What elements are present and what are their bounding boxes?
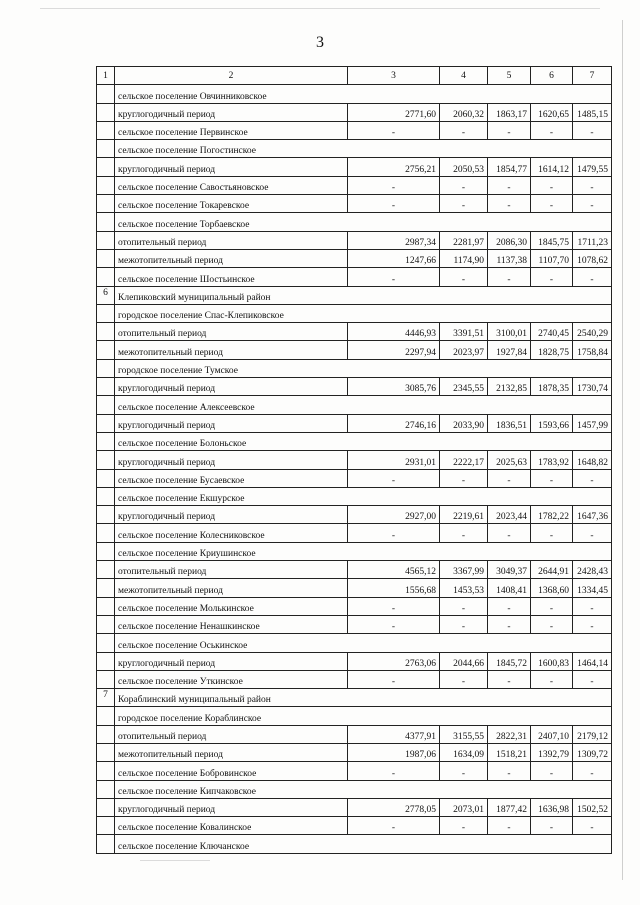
section-title: сельское поселение Овчинниковское [115, 85, 612, 103]
row-index: 7 [97, 689, 115, 707]
tariff-cell: 3155,55 [440, 725, 488, 743]
tariff-cell: - [531, 176, 573, 194]
tariff-cell: - [573, 524, 612, 542]
tariff-cell: - [573, 670, 612, 688]
tariff-cell: 3049,37 [488, 561, 531, 579]
row-index [97, 506, 115, 524]
column-header: 6 [531, 67, 573, 85]
tariff-cell: - [348, 762, 440, 780]
row-label: сельское поселение Первинское [115, 121, 348, 139]
section-title: городское поселение Кораблинское [115, 707, 612, 725]
table-row [97, 743, 612, 761]
tariff-cell: - [440, 762, 488, 780]
table-row [97, 176, 612, 194]
row-label: сельское поселение Савостьяновское [115, 176, 348, 194]
tariff-cell: 2179,12 [573, 725, 612, 743]
row-label: отопительный период [115, 725, 348, 743]
row-label: сельское поселение Шостьинское [115, 268, 348, 286]
tariff-cell: - [531, 524, 573, 542]
row-label: круглогодичный период [115, 506, 348, 524]
row-index [97, 396, 115, 414]
row-label: круглогодичный период [115, 378, 348, 396]
tariff-cell: - [573, 762, 612, 780]
tariff-cell: 2644,91 [531, 561, 573, 579]
tariff-cell: 2345,55 [440, 378, 488, 396]
column-header: 1 [97, 67, 115, 85]
tariff-cell: - [488, 615, 531, 633]
table-row [97, 249, 612, 267]
table-row [97, 762, 612, 780]
tariff-cell: - [488, 195, 531, 213]
row-index [97, 780, 115, 798]
tariff-cell: - [348, 268, 440, 286]
tariff-cell: 1392,79 [531, 743, 573, 761]
tariff-cell: 2073,01 [440, 798, 488, 816]
row-index [97, 85, 115, 103]
row-index [97, 103, 115, 121]
section-title-row [97, 85, 612, 103]
tariff-cell: 1518,21 [488, 743, 531, 761]
tariff-cell: - [488, 469, 531, 487]
row-index [97, 707, 115, 725]
tariff-cell: 1927,84 [488, 341, 531, 359]
row-label: межотопительный период [115, 341, 348, 359]
row-index [97, 542, 115, 560]
tariff-cell: 1368,60 [531, 579, 573, 597]
tariff-cell: 2297,94 [348, 341, 440, 359]
table-row [97, 798, 612, 816]
row-index [97, 195, 115, 213]
tariff-cell: - [348, 817, 440, 835]
section-title-row [97, 286, 612, 304]
row-index [97, 652, 115, 670]
row-index [97, 487, 115, 505]
tariff-cell: - [573, 615, 612, 633]
tariff-cell: - [488, 176, 531, 194]
table-row [97, 121, 612, 139]
tariff-cell: 2023,44 [488, 506, 531, 524]
tariff-cell: - [488, 762, 531, 780]
table-row [97, 817, 612, 835]
tariff-cell: 1782,22 [531, 506, 573, 524]
tariff-cell: - [348, 195, 440, 213]
row-label: сельское поселение Ненашкинское [115, 615, 348, 633]
tariff-cell: - [348, 176, 440, 194]
section-title: сельское поселение Погостинское [115, 140, 612, 158]
section-title-row [97, 140, 612, 158]
section-title: Клепиковский муниципальный район [115, 286, 612, 304]
section-title: городское поселение Тумское [115, 359, 612, 377]
table-row [97, 323, 612, 341]
table-row [97, 615, 612, 633]
row-index [97, 634, 115, 652]
row-index [97, 323, 115, 341]
section-title-row [97, 487, 612, 505]
section-title-row [97, 432, 612, 450]
tariff-cell: 2025,63 [488, 451, 531, 469]
scan-mark [140, 860, 210, 861]
table-row [97, 524, 612, 542]
tariff-cell: - [440, 817, 488, 835]
section-title-row [97, 359, 612, 377]
tariff-cell: 1758,84 [573, 341, 612, 359]
tariff-cell: 2044,66 [440, 652, 488, 670]
column-header: 7 [573, 67, 612, 85]
tariff-cell: 2756,21 [348, 158, 440, 176]
tariff-cell: - [440, 469, 488, 487]
section-title-row [97, 707, 612, 725]
section-title-row [97, 689, 612, 707]
tariff-cell: 1309,72 [573, 743, 612, 761]
row-label: межотопительный период [115, 743, 348, 761]
tariff-cell: 2778,05 [348, 798, 440, 816]
tariff-cell: 1636,98 [531, 798, 573, 816]
tariff-cell: 1137,38 [488, 249, 531, 267]
row-label: круглогодичный период [115, 652, 348, 670]
row-label: сельское поселение Ковалинское [115, 817, 348, 835]
tariff-cell: 1479,55 [573, 158, 612, 176]
tariff-cell: - [488, 268, 531, 286]
tariff-cell: 1620,65 [531, 103, 573, 121]
tariff-cell: - [440, 615, 488, 633]
tariff-cell: 1647,36 [573, 506, 612, 524]
table-row [97, 195, 612, 213]
tariff-cell: - [531, 469, 573, 487]
row-index: 6 [97, 286, 115, 304]
tariff-cell: 3085,76 [348, 378, 440, 396]
tariff-cell: 2540,29 [573, 323, 612, 341]
tariff-cell: 4377,91 [348, 725, 440, 743]
table-row [97, 725, 612, 743]
table-row [97, 670, 612, 688]
tariff-cell: - [348, 670, 440, 688]
tariff-table [96, 66, 612, 854]
table-row [97, 451, 612, 469]
tariff-cell: 2407,10 [531, 725, 573, 743]
row-index [97, 140, 115, 158]
table-row [97, 268, 612, 286]
tariff-cell: 1174,90 [440, 249, 488, 267]
tariff-cell: 2822,31 [488, 725, 531, 743]
tariff-cell: 1863,17 [488, 103, 531, 121]
section-title-row [97, 213, 612, 231]
table-header-row [97, 67, 612, 85]
tariff-cell: 2281,97 [440, 231, 488, 249]
row-index [97, 597, 115, 615]
row-index [97, 469, 115, 487]
section-title-row [97, 396, 612, 414]
tariff-cell: 1247,66 [348, 249, 440, 267]
row-index [97, 817, 115, 835]
table-row [97, 579, 612, 597]
tariff-cell: 1845,72 [488, 652, 531, 670]
section-title-row [97, 542, 612, 560]
tariff-cell: 1878,35 [531, 378, 573, 396]
table-row [97, 597, 612, 615]
row-label: круглогодичный период [115, 414, 348, 432]
tariff-cell: 3391,51 [440, 323, 488, 341]
tariff-cell: 2132,85 [488, 378, 531, 396]
tariff-cell: 1334,45 [573, 579, 612, 597]
tariff-cell: - [488, 670, 531, 688]
tariff-cell: - [573, 597, 612, 615]
tariff-cell: 1634,09 [440, 743, 488, 761]
tariff-cell: 2931,01 [348, 451, 440, 469]
tariff-cell: 2023,97 [440, 341, 488, 359]
row-label: круглогодичный период [115, 798, 348, 816]
row-index [97, 268, 115, 286]
scan-mark [622, 20, 623, 880]
tariff-cell: 1107,70 [531, 249, 573, 267]
tariff-cell: 3100,01 [488, 323, 531, 341]
row-index [97, 231, 115, 249]
row-label: сельское поселение Уткинское [115, 670, 348, 688]
column-header: 4 [440, 67, 488, 85]
page-number: 3 [316, 34, 324, 51]
tariff-cell: - [440, 195, 488, 213]
section-title: сельское поселение Торбаевское [115, 213, 612, 231]
row-label: межотопительный период [115, 249, 348, 267]
tariff-cell: - [488, 121, 531, 139]
section-title: сельское поселение Кипчаковское [115, 780, 612, 798]
row-index [97, 341, 115, 359]
row-index [97, 414, 115, 432]
section-title: сельское поселение Болоньское [115, 432, 612, 450]
table-row [97, 231, 612, 249]
tariff-cell: 2763,06 [348, 652, 440, 670]
tariff-cell: - [531, 615, 573, 633]
row-index [97, 304, 115, 322]
section-title-row [97, 835, 612, 853]
tariff-cell: - [488, 817, 531, 835]
table-row [97, 341, 612, 359]
tariff-cell: 1854,77 [488, 158, 531, 176]
row-label: круглогодичный период [115, 158, 348, 176]
tariff-cell: - [348, 597, 440, 615]
tariff-cell: 1845,75 [531, 231, 573, 249]
row-label: отопительный период [115, 561, 348, 579]
table-row [97, 378, 612, 396]
tariff-cell: - [573, 817, 612, 835]
row-label: круглогодичный период [115, 451, 348, 469]
row-label: сельское поселение Колесниковское [115, 524, 348, 542]
table-row [97, 103, 612, 121]
tariff-cell: 2219,61 [440, 506, 488, 524]
section-title: сельское поселение Алексеевское [115, 396, 612, 414]
row-index [97, 432, 115, 450]
row-index [97, 835, 115, 853]
tariff-cell: 1648,82 [573, 451, 612, 469]
section-title-row [97, 780, 612, 798]
tariff-cell: 1453,53 [440, 579, 488, 597]
tariff-cell: - [348, 469, 440, 487]
column-header: 3 [348, 67, 440, 85]
tariff-cell: 1836,51 [488, 414, 531, 432]
row-label: отопительный период [115, 323, 348, 341]
tariff-cell: 1556,68 [348, 579, 440, 597]
row-index [97, 121, 115, 139]
row-index [97, 743, 115, 761]
section-title: сельское поселение Ключанское [115, 835, 612, 853]
tariff-cell: - [440, 121, 488, 139]
table-row [97, 414, 612, 432]
tariff-cell: 2086,30 [488, 231, 531, 249]
tariff-cell: 1502,52 [573, 798, 612, 816]
tariff-cell: - [440, 176, 488, 194]
tariff-cell: 4565,12 [348, 561, 440, 579]
table-row [97, 469, 612, 487]
tariff-cell: 1078,62 [573, 249, 612, 267]
tariff-cell: 1877,42 [488, 798, 531, 816]
tariff-cell: - [573, 268, 612, 286]
tariff-cell: - [531, 268, 573, 286]
tariff-cell: - [573, 469, 612, 487]
tariff-cell: 2060,32 [440, 103, 488, 121]
section-title: сельское поселение Криушинское [115, 542, 612, 560]
row-index [97, 213, 115, 231]
tariff-cell: - [440, 670, 488, 688]
tariff-cell: - [531, 762, 573, 780]
tariff-cell: - [348, 121, 440, 139]
row-label: круглогодичный период [115, 103, 348, 121]
table-row [97, 561, 612, 579]
tariff-cell: 1408,41 [488, 579, 531, 597]
row-index [97, 670, 115, 688]
tariff-cell: - [531, 670, 573, 688]
tariff-cell: - [440, 524, 488, 542]
tariff-cell: - [573, 121, 612, 139]
tariff-cell: 1783,92 [531, 451, 573, 469]
section-title: сельское поселение Оськинское [115, 634, 612, 652]
tariff-cell: 1614,12 [531, 158, 573, 176]
tariff-cell: - [573, 195, 612, 213]
section-title: городское поселение Спас-Клепиковское [115, 304, 612, 322]
tariff-cell: - [531, 121, 573, 139]
tariff-cell: - [488, 597, 531, 615]
section-title-row [97, 304, 612, 322]
tariff-cell: 2746,16 [348, 414, 440, 432]
tariff-cell: 1485,15 [573, 103, 612, 121]
row-index [97, 762, 115, 780]
section-title: Кораблинский муниципальный район [115, 689, 612, 707]
row-index [97, 561, 115, 579]
tariff-cell: 1987,06 [348, 743, 440, 761]
tariff-cell: 2987,34 [348, 231, 440, 249]
tariff-cell: 2033,90 [440, 414, 488, 432]
row-index [97, 378, 115, 396]
row-index [97, 524, 115, 542]
tariff-cell: 1457,99 [573, 414, 612, 432]
tariff-cell: 2771,60 [348, 103, 440, 121]
tariff-cell: - [531, 597, 573, 615]
table-row [97, 506, 612, 524]
row-label: межотопительный период [115, 579, 348, 597]
tariff-cell: 1600,83 [531, 652, 573, 670]
tariff-cell: - [531, 195, 573, 213]
tariff-cell: 4446,93 [348, 323, 440, 341]
tariff-cell: 2050,53 [440, 158, 488, 176]
tariff-cell: 2740,45 [531, 323, 573, 341]
tariff-cell: 2222,17 [440, 451, 488, 469]
row-label: сельское поселение Бобровинское [115, 762, 348, 780]
row-label: сельское поселение Бусаевское [115, 469, 348, 487]
row-index [97, 725, 115, 743]
row-index [97, 798, 115, 816]
table-row [97, 158, 612, 176]
row-index [97, 579, 115, 597]
tariff-cell: 1593,66 [531, 414, 573, 432]
tariff-cell: - [488, 524, 531, 542]
row-index [97, 176, 115, 194]
tariff-cell: 1711,23 [573, 231, 612, 249]
tariff-cell: - [531, 817, 573, 835]
row-label: отопительный период [115, 231, 348, 249]
scan-mark [40, 8, 600, 9]
tariff-cell: 2428,43 [573, 561, 612, 579]
tariff-cell: 3367,99 [440, 561, 488, 579]
row-index [97, 359, 115, 377]
tariff-cell: - [573, 176, 612, 194]
tariff-cell: - [348, 615, 440, 633]
tariff-cell: 1828,75 [531, 341, 573, 359]
row-index [97, 615, 115, 633]
tariff-cell: - [440, 597, 488, 615]
tariff-cell: 1464,14 [573, 652, 612, 670]
row-index [97, 158, 115, 176]
row-label: сельское поселение Молькинское [115, 597, 348, 615]
row-index [97, 249, 115, 267]
table-row [97, 652, 612, 670]
section-title-row [97, 634, 612, 652]
row-label: сельское поселение Токаревское [115, 195, 348, 213]
tariff-cell: 1730,74 [573, 378, 612, 396]
tariff-cell: - [440, 268, 488, 286]
column-header: 5 [488, 67, 531, 85]
section-title: сельское поселение Екшурское [115, 487, 612, 505]
column-header: 2 [115, 67, 348, 85]
row-index [97, 451, 115, 469]
tariff-cell: 2927,00 [348, 506, 440, 524]
tariff-cell: - [348, 524, 440, 542]
